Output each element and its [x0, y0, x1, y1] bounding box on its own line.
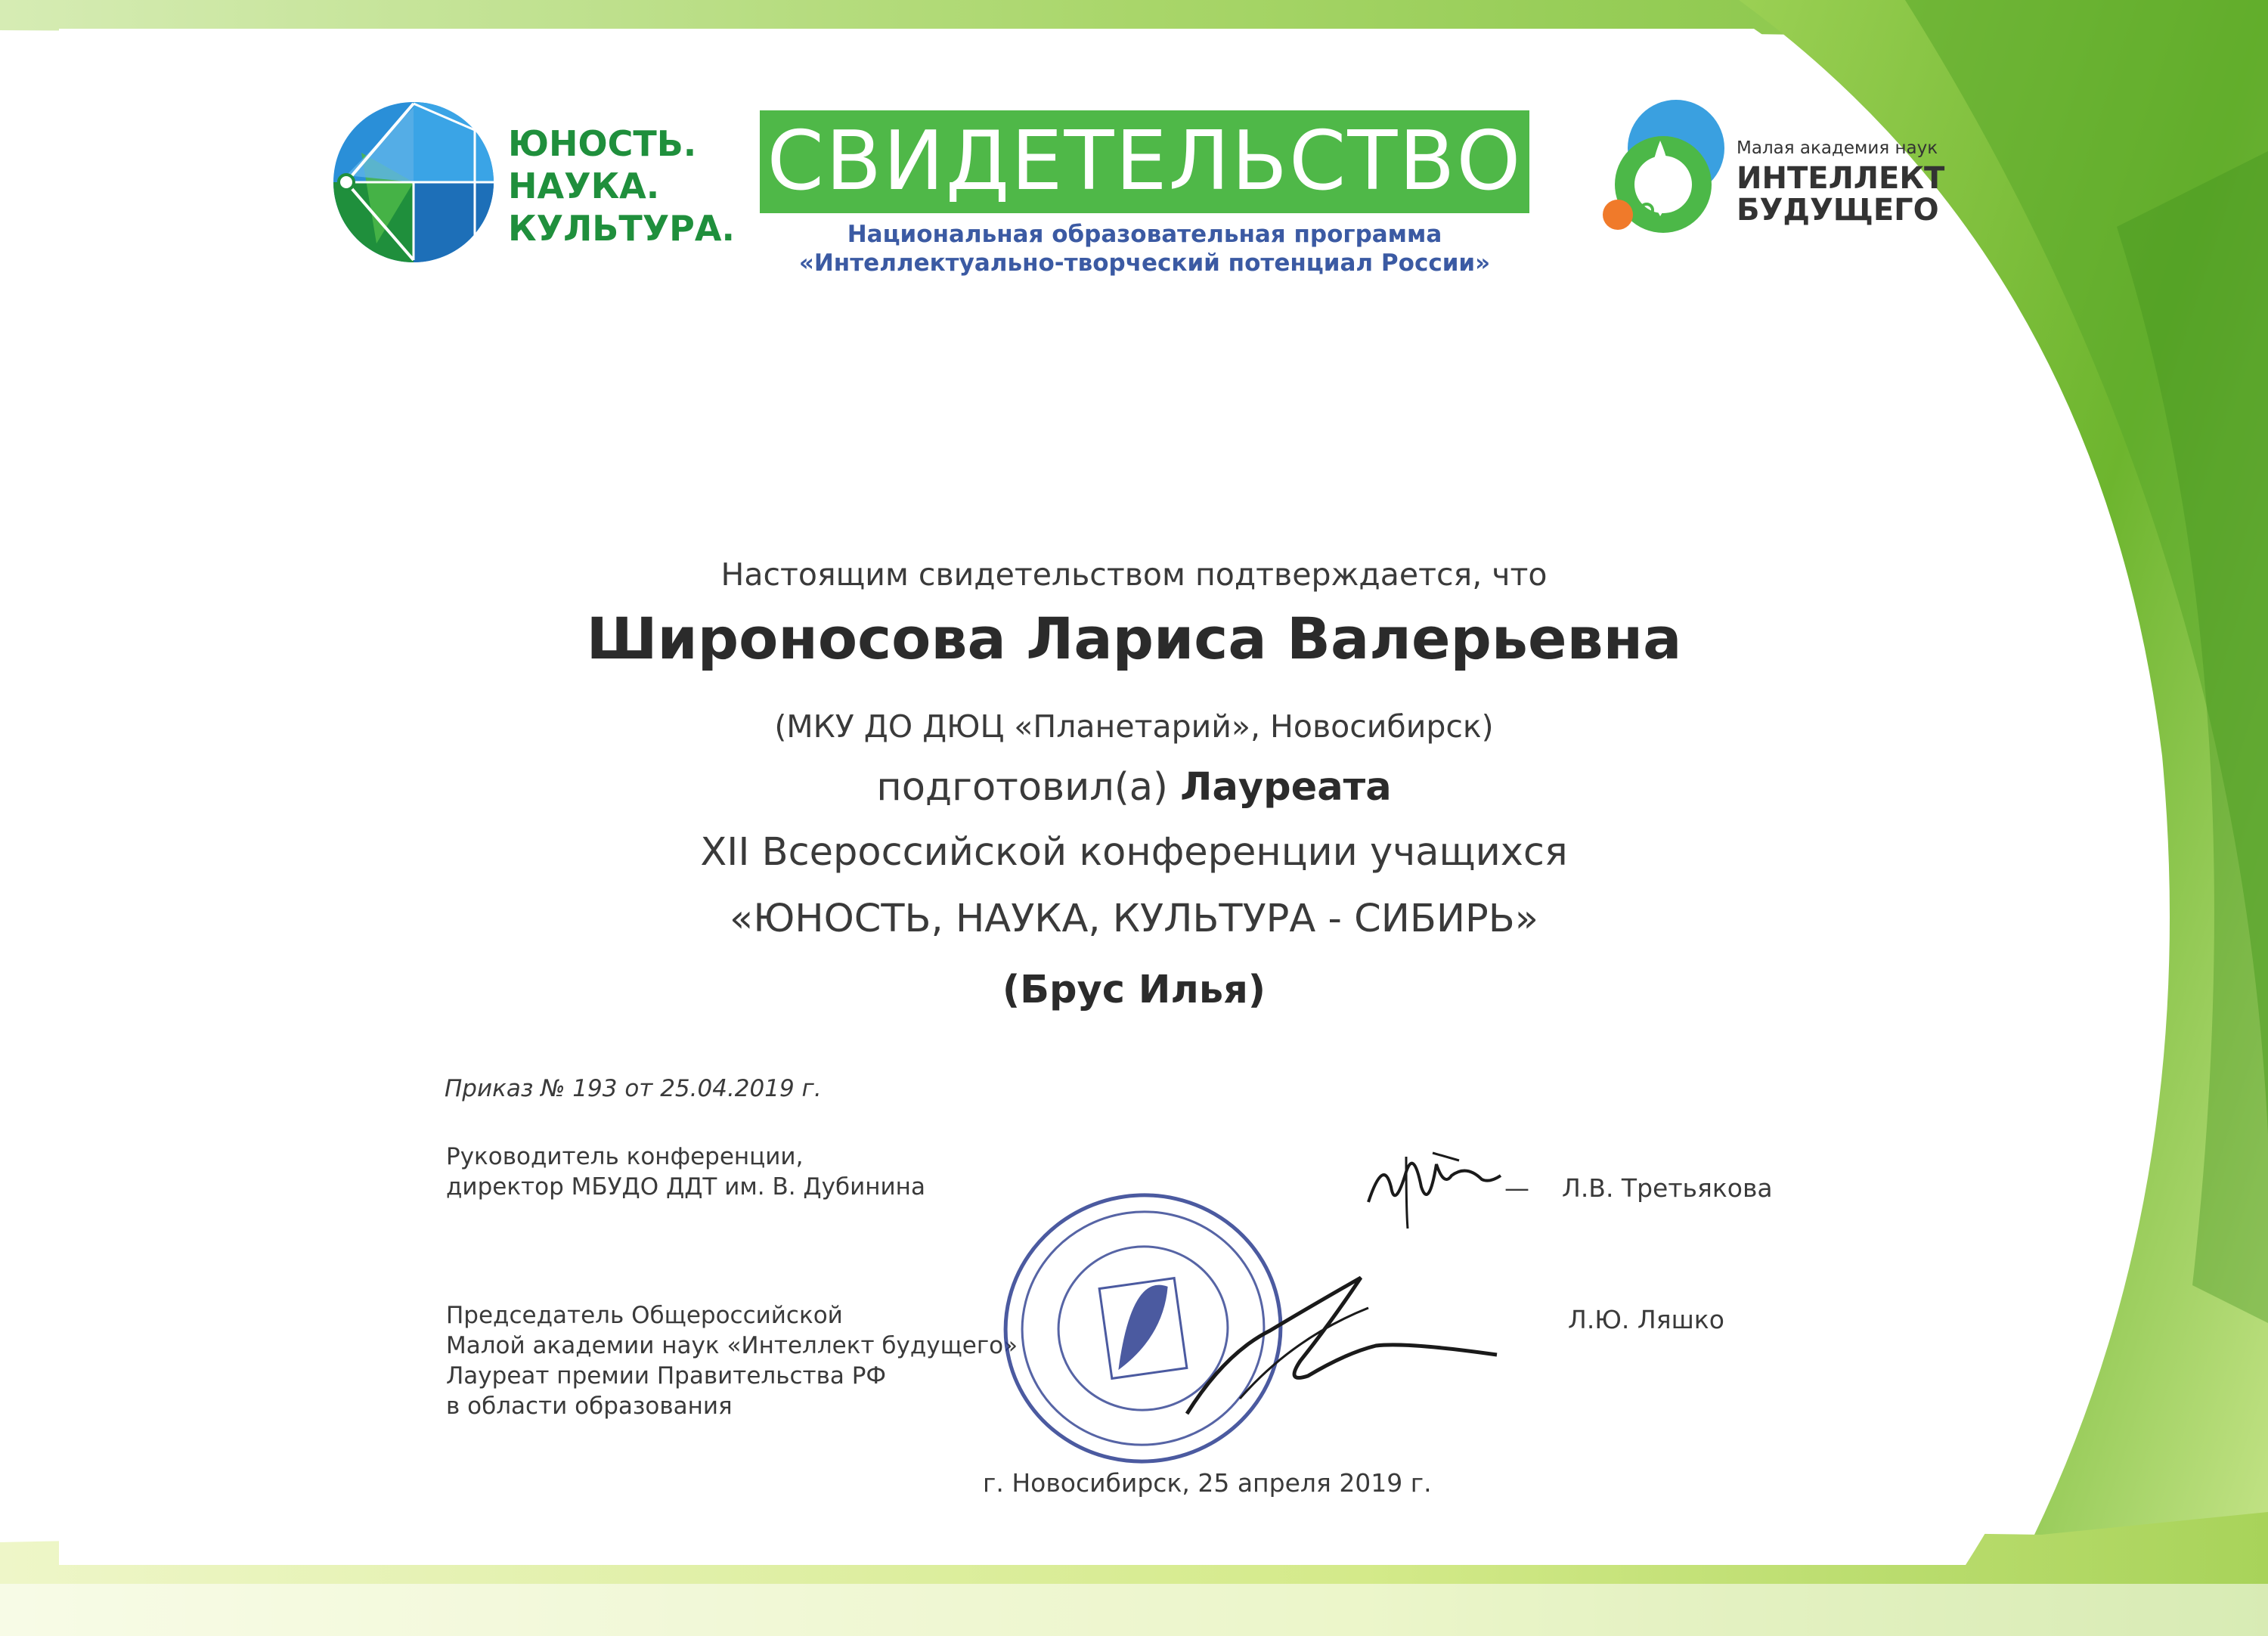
signer2-line-3: Лауреат премии Правительства РФ: [446, 1362, 887, 1390]
signer1-title: [446, 1142, 925, 1202]
signer1-name: Л.В. Третьякова: [1562, 1173, 1773, 1203]
conference-text: XII Всероссийской конференции учащихся: [700, 830, 1568, 875]
left-logo-text: [508, 122, 735, 249]
page-title: СВИДЕТЕЛЬСТВО: [767, 114, 1523, 209]
right-logo-line-1: ИНТЕЛЛЕКТ: [1737, 161, 1945, 196]
signature-1-icon: [1361, 1142, 1504, 1232]
left-logo-line-3: КУЛЬТУРА.: [508, 208, 735, 249]
signer1-line-1: Руководитель конференции,: [446, 1143, 804, 1170]
program-line-2: «Интеллектуально-творческий потенциал России»: [798, 249, 1491, 277]
right-logo-text: [1737, 163, 1944, 226]
sphere-logo-icon: [331, 100, 496, 265]
city-date: г. Новосибирск, 25 апреля 2019 г.: [983, 1468, 1432, 1498]
recipient-name: Широносова Лариса Валерьевна: [586, 605, 1682, 672]
prepared-bold: Лауреата: [1180, 765, 1392, 810]
order-number: Приказ № 193 от 25.04.2019 г.: [445, 1075, 822, 1102]
organization-text: (МКУ ДО ДЮЦ «Планетарий», Новосибирск): [774, 708, 1494, 745]
left-logo-line-2: НАУКА.: [508, 166, 660, 206]
prepared-prefix: подготовил(а): [876, 765, 1168, 810]
signer1-dash: —: [1504, 1173, 1529, 1203]
signer2-line-2: Малой академии наук «Интеллект будущего»: [446, 1332, 1018, 1359]
signature-2-icon: [1179, 1263, 1504, 1421]
left-logo-line-1: ЮНОСТЬ.: [508, 123, 697, 164]
prepared-line: [0, 765, 2268, 810]
program-line-1: Национальная образовательная программа: [847, 221, 1442, 248]
leaf-drop-logo-icon: [1597, 95, 1729, 235]
signer2-title: [446, 1300, 1018, 1421]
signer2-name: Л.Ю. Ляшко: [1568, 1305, 1724, 1334]
signer1-line-2: директор МБУДО ДДТ им. В. Дубинина: [446, 1173, 925, 1201]
signer2-line-1: Председатель Общероссийской: [446, 1302, 843, 1329]
conference-name: «ЮНОСТЬ, НАУКА, КУЛЬТУРА - СИБИРЬ»: [730, 897, 1538, 941]
student-name: (Брус Илья): [1002, 968, 1266, 1012]
right-logo-small-text: Малая академия наук: [1737, 138, 1938, 158]
right-logo-line-2: БУДУЩЕГО: [1737, 193, 1939, 228]
intro-text: Настоящим свидетельством подтверждается, что: [720, 556, 1548, 593]
signer2-line-4: в области образования: [446, 1393, 733, 1420]
